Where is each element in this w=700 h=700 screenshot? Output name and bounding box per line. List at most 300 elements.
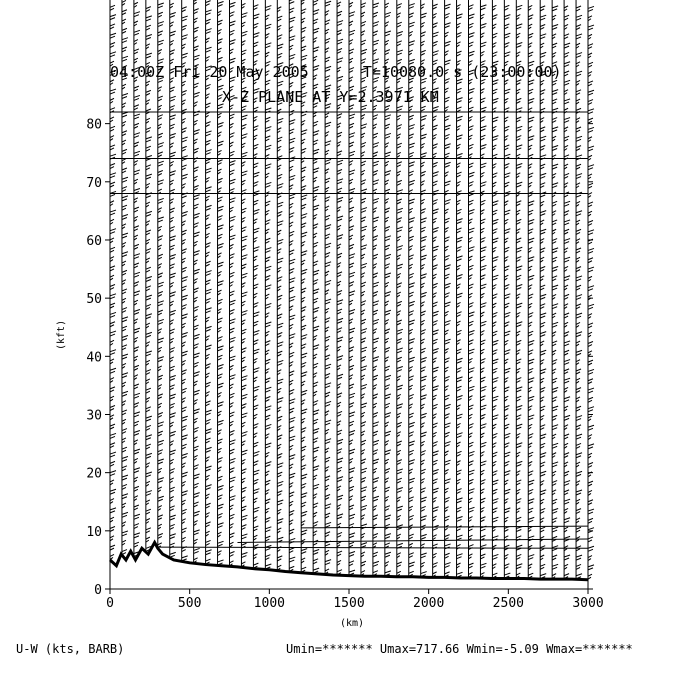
wind-barb: [241, 22, 245, 27]
wind-barb: [445, 563, 451, 568]
wind-barb: [504, 275, 508, 280]
wind-barb: [301, 27, 306, 32]
wind-barb: [146, 286, 151, 291]
wind-barb: [433, 283, 438, 288]
wind-barb: [182, 453, 188, 458]
wind-barb: [385, 366, 390, 371]
wind-barb: [218, 253, 222, 258]
wind-barb: [373, 133, 378, 138]
wind-barb: [349, 2, 353, 7]
wind-barb: [409, 106, 413, 111]
wind-barb: [373, 506, 377, 511]
wind-barb: [110, 61, 114, 66]
wind-barb: [182, 537, 186, 542]
wind-barb: [170, 497, 174, 502]
wind-barb: [170, 403, 175, 408]
wind-barb: [349, 207, 354, 212]
wind-barb: [385, 329, 390, 334]
wind-barb: [158, 301, 164, 306]
wind-barb: [445, 293, 450, 298]
wind-barb: [265, 480, 270, 485]
wind-barb: [421, 162, 425, 167]
wind-barb: [265, 80, 270, 85]
wind-barb: [265, 15, 269, 20]
wind-barb: [337, 142, 341, 147]
wind-barb: [397, 4, 402, 9]
wind-barb: [253, 303, 258, 308]
wind-barb: [325, 1, 331, 6]
wind-barb: [349, 431, 355, 436]
wind-barb: [325, 66, 331, 71]
wind-barb: [241, 143, 245, 148]
wind-barb: [122, 19, 126, 24]
wind-barb: [469, 61, 473, 66]
wind-barb: [564, 425, 568, 430]
wind-barb: [564, 360, 570, 365]
wind-barb: [409, 329, 413, 334]
wind-barb: [361, 68, 367, 73]
wind-barb: [289, 92, 294, 97]
wind-barb: [480, 377, 485, 382]
wind-barb: [492, 424, 496, 429]
wind-barb: [289, 408, 294, 413]
wind-barb: [349, 123, 354, 128]
wind-barb: [265, 387, 271, 392]
wind-barb: [540, 304, 545, 309]
wind-barb: [265, 34, 269, 39]
wind-barb: [289, 203, 293, 208]
wind-barb: [337, 216, 343, 221]
wind-barb: [313, 56, 317, 61]
wind-barb: [373, 161, 379, 166]
wind-barb: [457, 349, 462, 354]
wind-barb: [253, 256, 257, 261]
wind-barb: [445, 246, 449, 251]
wind-barb: [433, 60, 438, 65]
wind-barb: [373, 254, 378, 259]
wind-barb: [540, 15, 546, 20]
wind-barb: [122, 270, 127, 275]
wind-barb: [206, 122, 211, 127]
wind-barb: [241, 106, 246, 111]
wind-barb: [373, 3, 379, 8]
wind-barb: [469, 368, 475, 373]
wind-barb: [241, 41, 245, 46]
wind-barb: [110, 545, 115, 550]
wind-barb: [564, 118, 570, 123]
wind-barb: [504, 452, 510, 457]
wind-barb: [289, 194, 295, 199]
wind-barb: [528, 201, 534, 206]
wind-barb: [588, 276, 592, 281]
wind-barb: [528, 71, 533, 76]
wind-barb: [122, 429, 127, 434]
wind-barb: [516, 182, 522, 187]
wind-barb: [540, 211, 546, 216]
wind-barb: [516, 15, 520, 20]
wind-barb: [253, 228, 259, 233]
wind-barb: [492, 126, 496, 131]
wind-barb: [194, 372, 200, 377]
barb-column: [158, 0, 164, 548]
wind-barb: [277, 398, 283, 403]
wind-barb: [325, 383, 331, 388]
wind-barb: [397, 469, 403, 474]
wind-barb: [325, 234, 330, 239]
wind-barb: [194, 92, 200, 97]
wind-barb: [206, 392, 210, 397]
wind-barb: [301, 176, 305, 181]
wind-barb: [182, 221, 186, 226]
wind-barb: [492, 461, 496, 466]
wind-barb: [325, 253, 330, 258]
wind-barb: [265, 257, 270, 262]
wind-barb: [289, 17, 295, 22]
wind-barb: [110, 378, 114, 383]
wind-barb: [206, 298, 211, 303]
wind-barb: [576, 276, 582, 281]
wind-barb: [146, 323, 150, 328]
wind-barb: [134, 254, 140, 259]
wind-barb: [480, 79, 485, 84]
wind-barb: [445, 51, 449, 56]
wind-barb: [516, 89, 520, 94]
wind-barb: [265, 508, 269, 513]
wind-barb: [576, 388, 581, 393]
barb-column: [349, 0, 355, 576]
wind-barb: [206, 503, 211, 508]
wind-barb: [480, 293, 484, 298]
wind-barb: [194, 9, 199, 14]
wind-barb: [397, 283, 402, 288]
wind-barb: [146, 146, 151, 151]
wind-barb: [301, 502, 306, 507]
wind-barb: [134, 30, 140, 35]
wind-barb: [576, 443, 581, 448]
wind-barb: [516, 33, 520, 38]
wind-barb: [469, 535, 473, 540]
wind-barb: [194, 64, 199, 69]
wind-barb: [313, 84, 318, 89]
wind-barb: [516, 201, 521, 206]
wind-barb: [206, 401, 211, 406]
wind-barb: [218, 281, 224, 286]
wind-barb: [528, 285, 532, 290]
wind-barb: [397, 329, 403, 334]
wind-barb: [564, 313, 569, 318]
wind-barb: [409, 497, 414, 502]
wind-barb: [313, 205, 319, 210]
wind-barb: [146, 388, 151, 393]
wind-barb: [373, 440, 379, 445]
wind-barb: [540, 350, 546, 355]
wind-barb: [289, 343, 293, 348]
wind-barb: [146, 425, 151, 430]
wind-barb: [194, 269, 200, 274]
wind-barb: [361, 49, 367, 54]
wind-barb: [230, 328, 235, 333]
wind-barb: [218, 178, 223, 183]
wind-barb: [337, 39, 343, 44]
wind-barb: [361, 533, 365, 538]
wind-barb: [457, 284, 461, 289]
wind-barb: [588, 379, 593, 384]
wind-barb: [361, 245, 367, 250]
wind-barb: [540, 118, 544, 123]
wind-barb: [457, 535, 463, 540]
wind-barb: [528, 387, 532, 392]
wind-barb: [170, 264, 175, 269]
wind-barb: [241, 124, 246, 129]
wind-barb: [230, 151, 235, 156]
wind-barb: [337, 402, 341, 407]
wind-barb: [182, 398, 186, 403]
wind-barb: [325, 504, 331, 509]
wind-barb: [301, 428, 306, 433]
wind-barb: [540, 248, 545, 253]
wind-barb: [373, 226, 377, 231]
wind-barb: [313, 140, 318, 145]
wind-barb: [170, 515, 176, 520]
wind-barb: [528, 359, 534, 364]
wind-barb: [253, 433, 257, 438]
wind-barb: [313, 456, 317, 461]
wind-barb: [528, 322, 532, 327]
wind-barb: [373, 459, 379, 464]
wind-barb: [552, 164, 558, 169]
wind-barb: [445, 469, 449, 474]
wind-barb: [397, 208, 403, 213]
wind-barb: [194, 251, 200, 256]
wind-barb: [480, 14, 484, 19]
wind-barb: [564, 257, 570, 262]
wind-barb: [337, 309, 342, 314]
wind-barb: [194, 130, 200, 135]
wind-barb: [373, 431, 378, 436]
wind-barb: [194, 502, 199, 507]
wind-barb: [421, 376, 427, 381]
wind-barb: [122, 168, 127, 173]
wind-barb: [480, 405, 486, 410]
wind-barb: [289, 250, 294, 255]
wind-barb: [206, 150, 212, 155]
wind-barb: [230, 440, 236, 445]
wind-barb: [158, 422, 164, 427]
wind-barb: [349, 496, 353, 501]
wind-barb: [206, 513, 210, 518]
wind-barb: [445, 311, 449, 316]
wind-barb: [528, 499, 534, 504]
wind-barb: [349, 449, 355, 454]
wind-barb: [218, 20, 223, 25]
wind-barb: [469, 200, 474, 205]
wind-barb: [218, 523, 224, 528]
wind-barb: [516, 322, 522, 327]
wind-barb: [540, 508, 545, 513]
wind-barb: [337, 458, 343, 463]
wind-barb: [540, 294, 546, 299]
wind-barb: [325, 513, 330, 518]
wind-barb: [588, 304, 594, 309]
wind-barb: [564, 266, 568, 271]
wind-barb: [504, 350, 510, 355]
wind-barb: [385, 161, 389, 166]
wind-barb: [277, 239, 283, 244]
wind-barb: [170, 394, 176, 399]
wind-barb: [385, 413, 391, 418]
wind-barb: [480, 498, 485, 503]
wind-barb: [313, 186, 319, 191]
wind-barb: [385, 459, 389, 464]
wind-barb: [301, 288, 306, 293]
wind-barb: [122, 159, 126, 164]
wind-barb: [564, 462, 568, 467]
wind-barb: [241, 553, 247, 558]
wind-barb: [182, 16, 188, 21]
wind-barb: [146, 416, 152, 421]
wind-barb: [492, 33, 497, 38]
wind-barb: [194, 223, 199, 228]
wind-barb: [528, 210, 533, 215]
wind-barb: [170, 171, 176, 176]
wind-barb: [230, 468, 235, 473]
wind-barb: [337, 411, 342, 416]
wind-barb: [110, 331, 116, 336]
wind-barb: [421, 125, 425, 130]
wind-barb: [301, 418, 305, 423]
wind-barb: [445, 116, 450, 121]
wind-barb: [265, 201, 270, 206]
wind-barb: [110, 15, 116, 20]
wind-barb: [325, 104, 331, 109]
wind-barb: [170, 310, 176, 315]
wind-barb: [206, 112, 210, 117]
wind-barb: [504, 98, 508, 103]
wind-barb: [182, 277, 188, 282]
wind-barb: [301, 0, 305, 4]
wind-barb: [528, 527, 532, 532]
wind-barb: [182, 426, 187, 431]
wind-barb: [397, 199, 402, 204]
wind-barb: [492, 145, 496, 150]
wind-barb: [134, 21, 138, 26]
wind-barb: [540, 145, 545, 150]
wind-barb: [122, 224, 126, 229]
wind-barb: [301, 18, 305, 23]
wind-barb: [409, 31, 413, 36]
wind-barb: [349, 440, 353, 445]
wind-barb: [373, 87, 377, 92]
wind-barb: [552, 285, 558, 290]
wind-barb: [277, 286, 281, 291]
wind-barb: [265, 145, 271, 150]
wind-barb: [361, 115, 365, 120]
wind-barb: [588, 500, 593, 505]
wind-barb: [504, 210, 510, 215]
wind-barb: [409, 404, 413, 409]
wind-barb: [110, 340, 114, 345]
wind-barb: [146, 202, 150, 207]
wind-barb: [134, 440, 138, 445]
wind-barb: [206, 38, 210, 43]
wind-barb: [241, 78, 245, 83]
wind-barb: [325, 38, 330, 43]
wind-barb: [337, 244, 341, 249]
wind-barb: [313, 345, 319, 350]
wind-barb: [409, 441, 415, 446]
wind-barb: [409, 78, 414, 83]
wind-barb: [122, 215, 128, 220]
wind-barb: [110, 80, 114, 85]
wind-barb: [409, 190, 413, 195]
wind-barb: [433, 190, 439, 195]
wind-barb: [504, 126, 509, 131]
wind-barb: [337, 318, 343, 323]
wind-barb: [194, 167, 199, 172]
wind-barb: [433, 116, 437, 121]
wind-barb: [564, 490, 569, 495]
wind-barb: [397, 152, 401, 157]
wind-barb: [170, 161, 174, 166]
wind-barb: [301, 139, 305, 144]
wind-barb: [576, 43, 580, 48]
wind-barb: [325, 318, 330, 323]
barb-column: [433, 0, 439, 577]
wind-barb: [552, 378, 557, 383]
wind-barb: [492, 210, 497, 215]
wind-barb: [134, 189, 140, 194]
wind-barb: [134, 12, 140, 17]
wind-barb: [409, 152, 414, 157]
wind-barb: [170, 487, 175, 492]
wind-barb: [576, 34, 582, 39]
wind-barb: [528, 247, 532, 252]
wind-barb: [313, 335, 317, 340]
wind-barb: [373, 264, 377, 269]
wind-barb: [170, 68, 175, 73]
wind-barb: [480, 135, 485, 140]
wind-barb: [552, 15, 556, 20]
wind-barb: [528, 303, 532, 308]
wind-barb: [158, 282, 164, 287]
wind-barb: [337, 67, 341, 72]
wind-barb: [397, 441, 402, 446]
wind-barb: [122, 484, 127, 489]
wind-barb: [134, 319, 138, 324]
wind-barb: [397, 367, 403, 372]
wind-barb: [516, 499, 521, 504]
wind-barb: [337, 58, 343, 63]
wind-barb: [158, 133, 163, 138]
wind-barb: [182, 72, 188, 77]
wind-barb: [313, 475, 317, 480]
wind-barb: [457, 237, 463, 242]
wind-barb: [445, 4, 451, 9]
wind-barb: [516, 43, 522, 48]
wind-barb: [122, 308, 127, 313]
wind-barb: [206, 419, 211, 424]
wind-barb: [241, 422, 245, 427]
wind-barb: [218, 355, 223, 360]
wind-barb: [445, 283, 451, 288]
wind-barb: [385, 226, 390, 231]
wind-barb: [409, 376, 414, 381]
wind-barb: [564, 508, 568, 513]
wind-barb: [457, 302, 461, 307]
wind-barb: [337, 365, 341, 370]
wind-barb: [158, 264, 162, 269]
wind-barb: [194, 27, 199, 32]
